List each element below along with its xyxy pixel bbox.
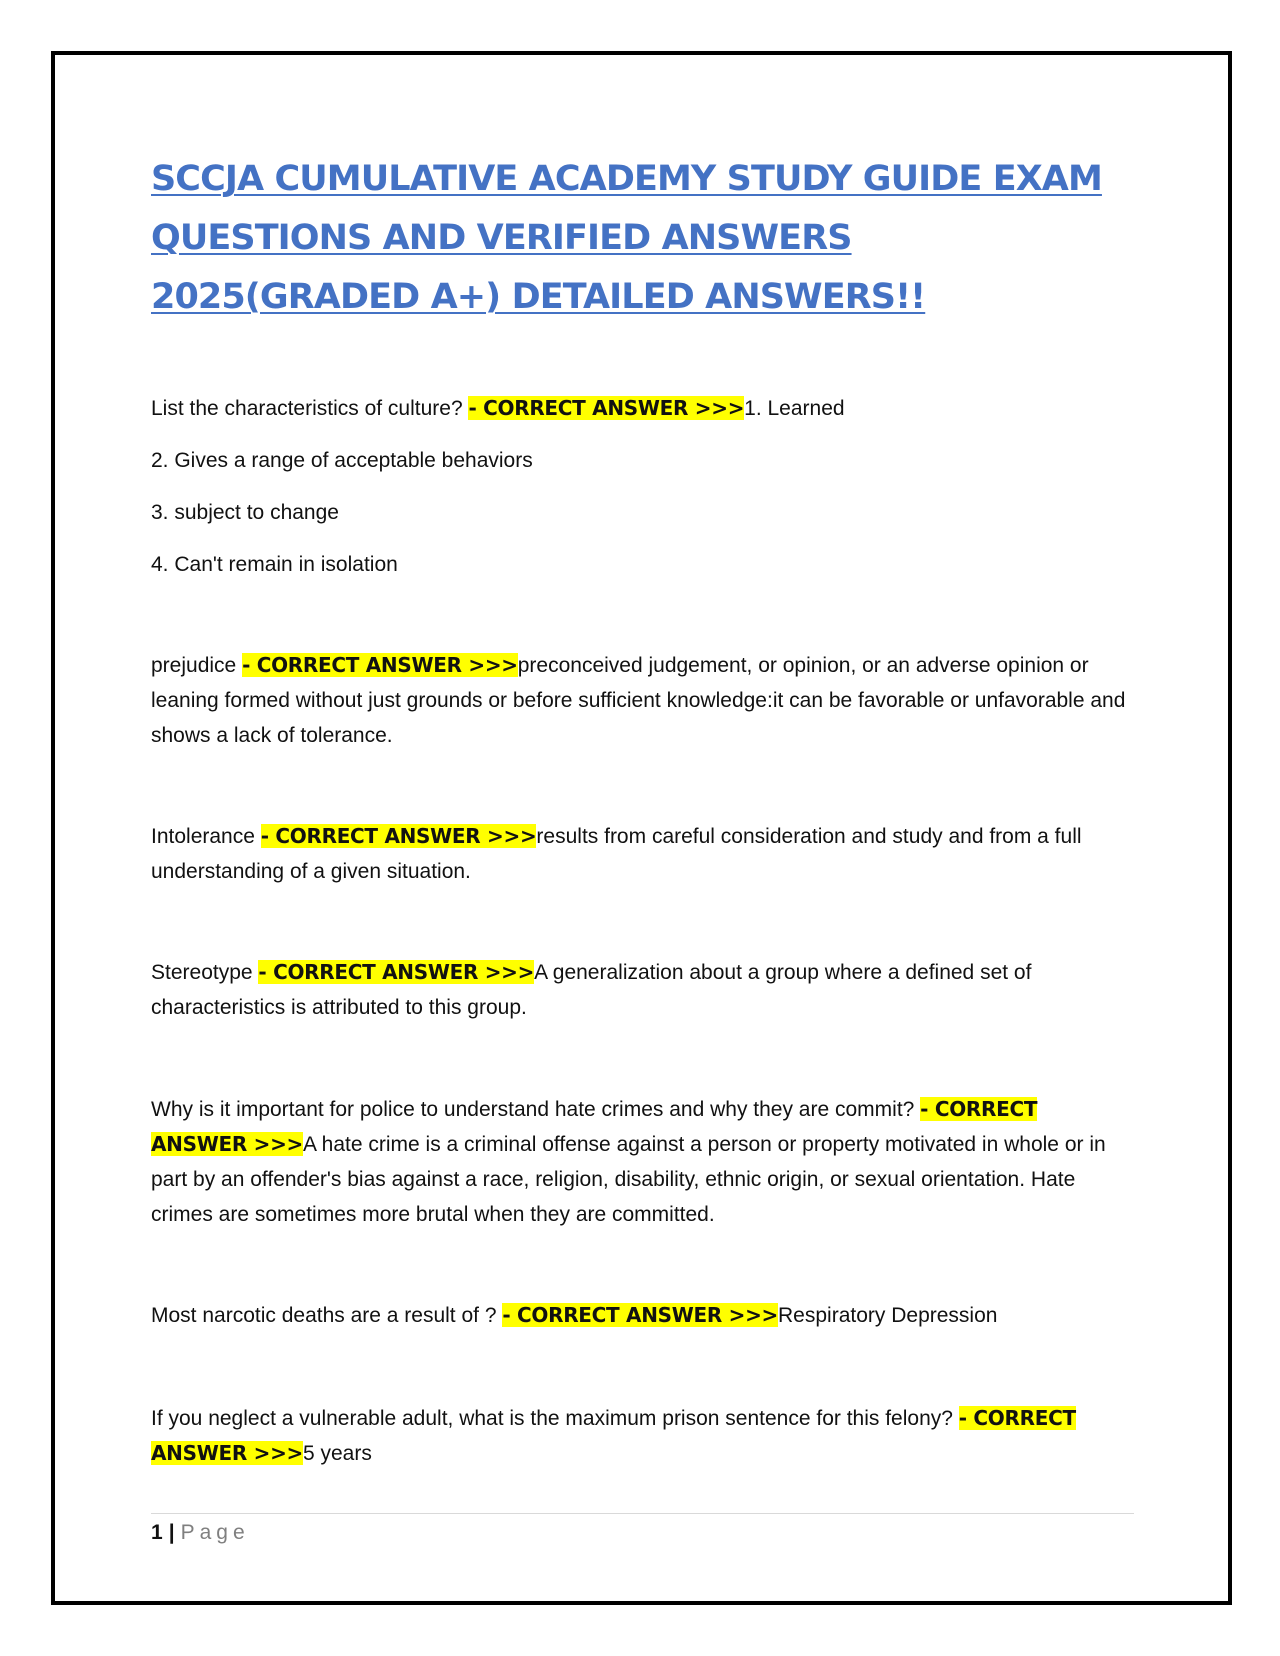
correct-answer-marker: - CORRECT ANSWER >>>	[258, 960, 535, 984]
footer-divider	[151, 1513, 1134, 1514]
question-text: Intolerance	[151, 825, 261, 848]
correct-answer-marker: - CORRECT ANSWER >>>	[468, 396, 745, 420]
question-text: If you neglect a vulnerable adult, what is the maximum prison sentence for this felony?	[151, 1407, 959, 1430]
answer-text: results from careful consideration and study and from a full understanding of a given situation.	[151, 825, 1082, 883]
answer-text: Respiratory Depression	[778, 1304, 998, 1327]
question-text: Most narcotic deaths are a result of ?	[151, 1304, 503, 1327]
title-line: 2025(GRADED A+) DETAILED ANSWERS!!	[151, 277, 926, 317]
qa-item	[151, 1401, 1136, 1471]
page-number: 1	[151, 1521, 163, 1544]
correct-answer-marker: - CORRECT ANSWER >>>	[242, 653, 518, 677]
correct-answer-marker: - CORRECT ANSWER >>>	[260, 824, 537, 848]
question-text: Why is it important for police to understand hate crimes and why they are commit?	[151, 1098, 921, 1121]
answer-text: 5 years	[302, 1442, 372, 1465]
question-text: Stereotype	[151, 961, 259, 984]
qa-item	[151, 391, 1136, 426]
answer-list-item: 4. Can't remain in isolation	[151, 553, 398, 576]
answer-text: A hate crime is a criminal offense against a person or property motivated in whole or in part by an offender's bias against a race, religion, disability, ethnic origin, or sexual orientation. Hate crimes are sometimes more brutal when they are committed.	[151, 1133, 1106, 1226]
answer-text: preconceived judgement, or opinion, or an adverse opinion or leaning formed without just grounds or before sufficient knowledge:it can be favorable or unfavorable and shows a lack of tolerance.	[151, 654, 1126, 747]
document-title	[151, 150, 1136, 327]
page-label: Page	[180, 1521, 250, 1544]
correct-answer-marker: - CORRECT ANSWER >>>	[151, 1097, 1038, 1156]
qa-item	[151, 819, 1136, 889]
qa-item	[151, 648, 1136, 753]
answer-text: A generalization about a group where a defined set of characteristics is attributed to this group.	[151, 961, 1032, 1019]
question-text: prejudice	[151, 654, 243, 677]
answer-text: 1. Learned	[744, 397, 845, 420]
correct-answer-marker: - CORRECT ANSWER >>>	[151, 1406, 1076, 1465]
title-line: QUESTIONS AND VERIFIED ANSWERS	[151, 218, 852, 258]
title-line: SCCJA CUMULATIVE ACADEMY STUDY GUIDE EXAM	[151, 159, 1102, 199]
question-text: List the characteristics of culture?	[151, 397, 469, 420]
qa-item	[151, 1298, 1136, 1333]
page-footer	[151, 1518, 250, 1548]
document-body	[151, 150, 1136, 1471]
qa-item	[151, 955, 1136, 1025]
footer-separator: |	[168, 1521, 175, 1544]
answer-list-item: 3. subject to change	[151, 501, 339, 524]
correct-answer-marker: - CORRECT ANSWER >>>	[502, 1303, 779, 1327]
qa-item	[151, 1092, 1136, 1232]
answer-list-item: 2. Gives a range of acceptable behaviors	[151, 449, 533, 472]
